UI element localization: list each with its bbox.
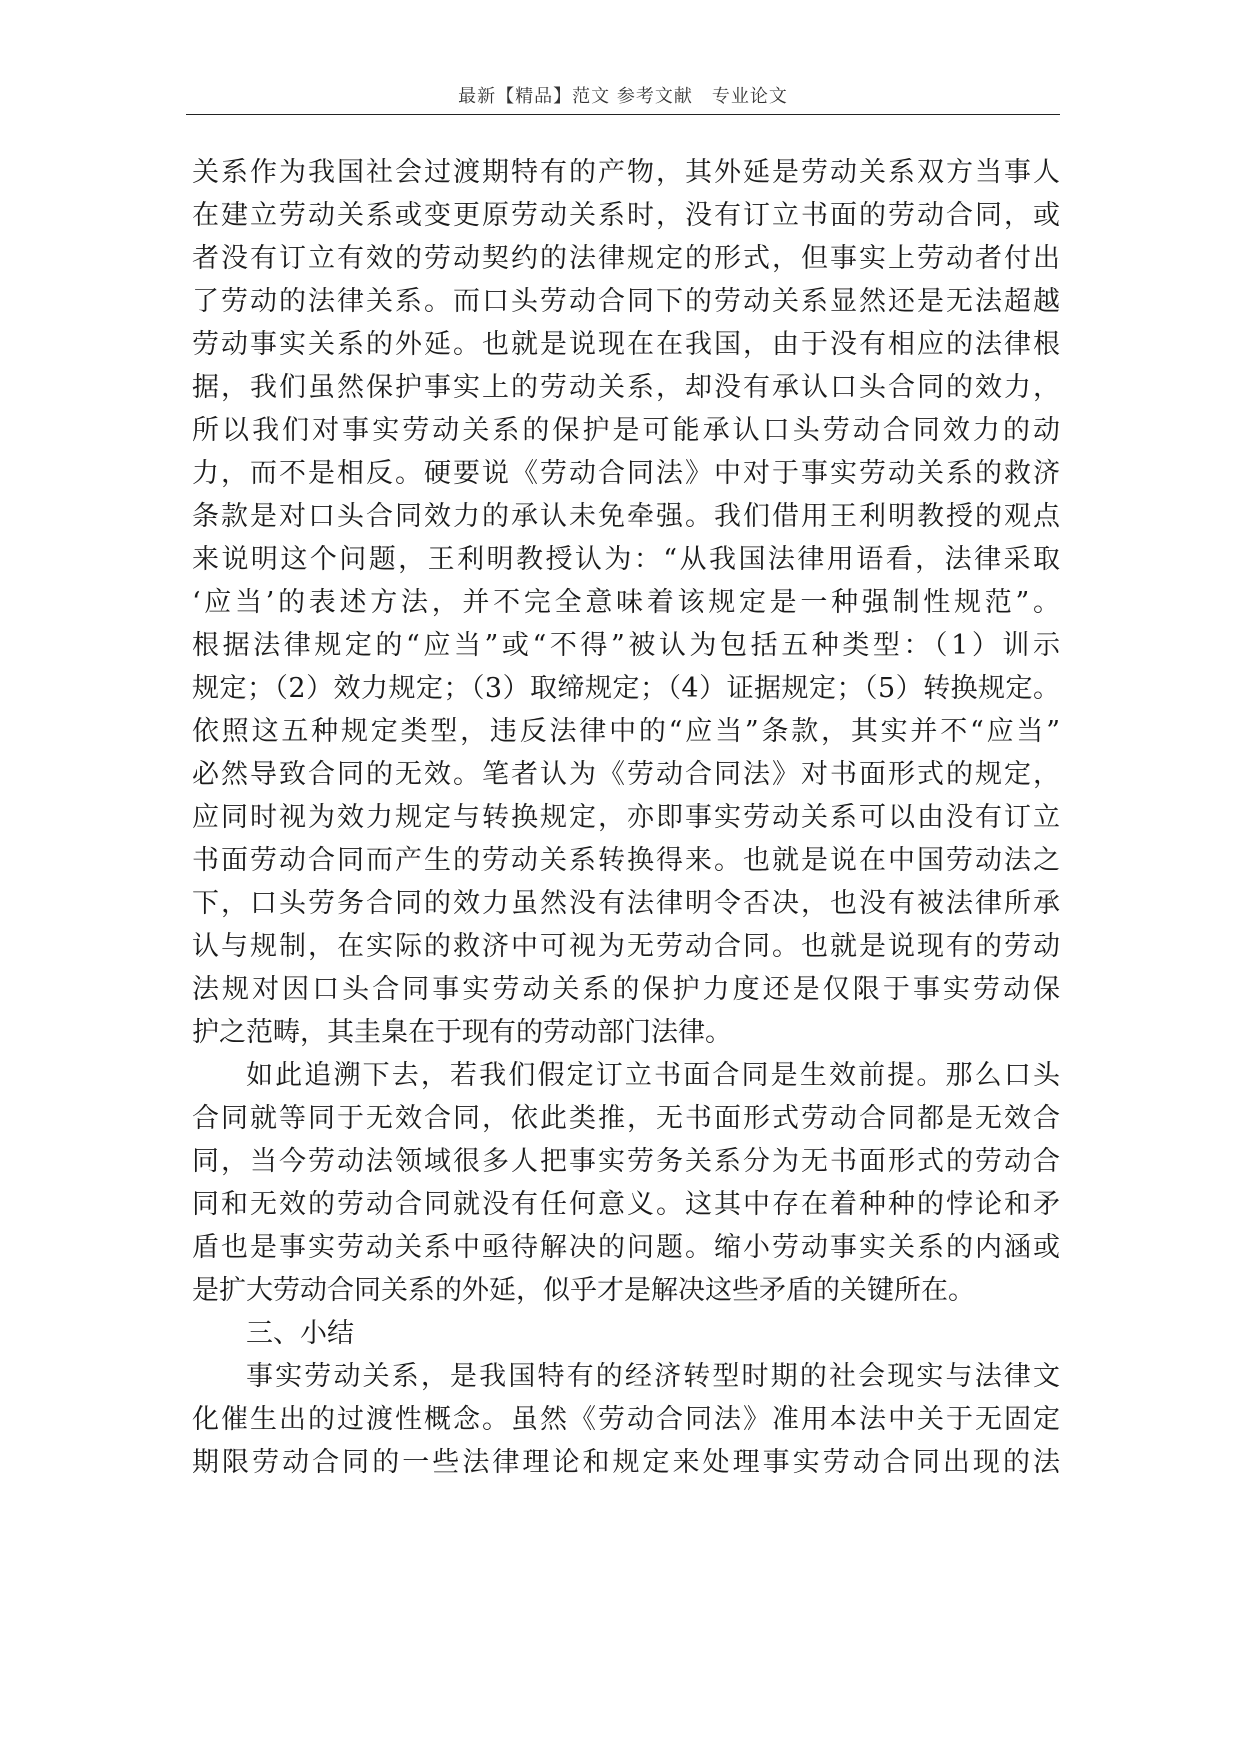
text-line: 应同时视为效力规定与转换规定，亦即事实劳动关系可以由没有订立 xyxy=(192,802,1060,833)
text-line: 盾也是事实劳动关系中亟待解决的问题。缩小劳动事实关系的内涵或 xyxy=(192,1232,1060,1263)
text-line: 关系作为我国社会过渡期特有的产物，其外延是劳动关系双方当事人 xyxy=(192,157,1060,188)
text-line: 所以我们对事实劳动关系的保护是可能承认口头劳动合同效力的动 xyxy=(192,415,1060,446)
text-line: 必然导致合同的无效。笔者认为《劳动合同法》对书面形式的规定， xyxy=(192,759,1060,790)
text-line: 化催生出的过渡性概念。虽然《劳动合同法》准用本法中关于无固定 xyxy=(192,1404,1060,1435)
text-line: 来说明这个问题，王利明教授认为：“从我国法律用语看，法律采取 xyxy=(192,544,1060,575)
text-line: 同和无效的劳动合同就没有任何意义。这其中存在着种种的悖论和矛 xyxy=(192,1189,1060,1220)
text-line: 力，而不是相反。硬要说《劳动合同法》中对于事实劳动关系的救济 xyxy=(192,458,1060,489)
text-line: 条款是对口头合同效力的承认未免牵强。我们借用王利明教授的观点 xyxy=(192,501,1060,532)
text-line: 了劳动的法律关系。而口头劳动合同下的劳动关系显然还是无法超越 xyxy=(192,286,1060,317)
text-line: 合同就等同于无效合同，依此类推，无书面形式劳动合同都是无效合 xyxy=(192,1103,1060,1134)
paragraph-start-line: 事实劳动关系，是我国特有的经济转型时期的社会现实与法律文 xyxy=(246,1361,1060,1392)
page-header: 最新【精品】范文 参考文献 专业论文 xyxy=(458,86,788,107)
text-line: 同，当今劳动法领域很多人把事实劳务关系分为无书面形式的劳动合 xyxy=(192,1146,1060,1177)
text-line: 期限劳动合同的一些法律理论和规定来处理事实劳动合同出现的法 xyxy=(192,1447,1060,1478)
paragraph-end-line: 护之范畴，其圭臬在于现有的劳动部门法律。 xyxy=(192,1017,732,1048)
text-line: 依照这五种规定类型，违反法律中的“应当”条款，其实并不“应当” xyxy=(192,716,1060,747)
text-line: 据，我们虽然保护事实上的劳动关系，却没有承认口头合同的效力， xyxy=(192,372,1060,403)
text-line: 规定；（2）效力规定；（3）取缔规定；（4）证据规定；（5）转换规定。 xyxy=(192,673,1060,704)
text-line: 书面劳动合同而产生的劳动关系转换得来。也就是说在中国劳动法之 xyxy=(192,845,1060,876)
header-divider xyxy=(186,114,1060,115)
text-line: 在建立劳动关系或变更原劳动关系时，没有订立书面的劳动合同，或 xyxy=(192,200,1060,231)
section-heading: 三、小结 xyxy=(246,1318,354,1349)
text-line: 者没有订立有效的劳动契约的法律规定的形式，但事实上劳动者付出 xyxy=(192,243,1060,274)
document-body xyxy=(192,151,1060,1484)
text-line: 根据法律规定的“应当”或“不得”被认为包括五种类型：（1）训示 xyxy=(192,630,1060,661)
text-line: 下，口头劳务合同的效力虽然没有法律明令否决，也没有被法律所承 xyxy=(192,888,1060,919)
text-line: 认与规制，在实际的救济中可视为无劳动合同。也就是说现有的劳动 xyxy=(192,931,1060,962)
text-line: 劳动事实关系的外延。也就是说现在在我国，由于没有相应的法律根 xyxy=(192,329,1060,360)
text-line: ‘应当’的表述方法，并不完全意味着该规定是一种强制性规范”。 xyxy=(192,587,1060,618)
paragraph-start-line: 如此追溯下去，若我们假定订立书面合同是生效前提。那么口头 xyxy=(246,1060,1060,1091)
paragraph-end-line: 是扩大劳动合同关系的外延，似乎才是解决这些矛盾的关键所在。 xyxy=(192,1275,975,1306)
text-line: 法规对因口头合同事实劳动关系的保护力度还是仅限于事实劳动保 xyxy=(192,974,1060,1005)
